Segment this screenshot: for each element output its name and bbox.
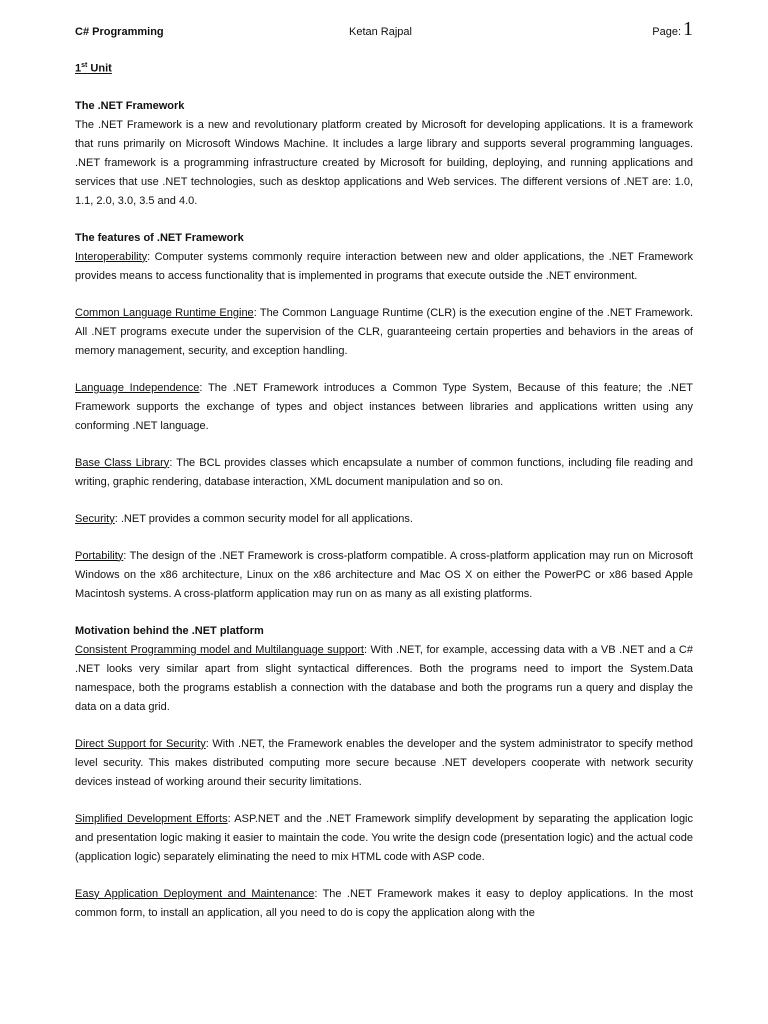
paragraph-portability (75, 547, 693, 604)
header-author: Ketan Rajpal (349, 26, 412, 38)
page-number: 1 (683, 18, 693, 40)
section-heading-net-framework: The .NET Framework (75, 99, 185, 112)
page-header (75, 18, 693, 44)
paragraph-simplified-development (75, 810, 693, 867)
unit-suffix: st (81, 62, 88, 69)
text-easy-deployment: : The .NET Framework makes it easy to deploy applications. In the most common form, to install an application, all you need to do is copy the application along with the (75, 887, 693, 919)
text-security: : .NET provides a common security model for all applications. (114, 512, 413, 525)
term-clr: Common Language Runtime Engine (75, 306, 254, 319)
paragraph-net-framework: The .NET Framework is a new and revolutionary platform created by Microsoft for developing applications. It is a framework that runs primarily on Microsoft Windows Machine. It includes a large library and supports several programming languages. .NET framework is a programming infrastructure created by Microsoft for building, deploying, and running applications and services that use .NET technologies, such as desktop applications and Web services. The different versions of .NET are: 1.0, 1.1, 2.0, 3.0, 3.5 and 4.0. (75, 118, 693, 207)
section-heading-features: The features of .NET Framework (75, 231, 244, 244)
term-security: Security (75, 512, 115, 525)
unit-heading (75, 56, 693, 79)
text-bcl: : The BCL provides classes which encapsulate a number of common functions, including file reading and writing, graphic rendering, database interaction, XML document manipulation and so on. (75, 456, 693, 488)
document-body (75, 56, 693, 941)
paragraph-interoperability (75, 248, 693, 286)
unit-label: Unit (90, 62, 112, 75)
text-simplified-development: : ASP.NET and the .NET Framework simplify development by separating the application logic and presentation logic making it easier to maintain the code. You write the design code (presentation logic) and the actual code (application logic) separately eliminating the need to mix HTML code with ASP code. (75, 812, 694, 863)
paragraph-bcl (75, 454, 693, 492)
unit-number: 1 (75, 62, 82, 75)
term-bcl: Base Class Library (75, 456, 170, 469)
header-course-title: C# Programming (75, 26, 164, 38)
paragraph-language-independence (75, 379, 693, 436)
term-language-independence: Language Independence (75, 381, 200, 394)
text-consistent-model: : With .NET, for example, accessing data with a VB .NET and a C# .NET looks very similar apart from slight syntactical differences. Both the programs need to import the System.Data namespace, both the programs establish a connection with the database and both the programs run a query and display the data on a data grid. (75, 643, 693, 713)
paragraph-direct-security (75, 735, 693, 792)
paragraph-easy-deployment (75, 885, 693, 923)
term-direct-security: Direct Support for Security (75, 737, 206, 750)
paragraph-consistent-model (75, 641, 693, 717)
text-portability: : The design of the .NET Framework is cross-platform compatible. A cross-platform application may run on Microsoft Windows on the x86 architecture, Linux on the x86 architecture and Mac OS X on either the PowerPC or x86 based Apple Macintosh systems. A cross-platform application may run on as many as all existing platforms. (75, 549, 693, 600)
paragraph-clr (75, 304, 693, 361)
term-portability: Portability (75, 549, 124, 562)
term-interoperability: Interoperability (75, 250, 148, 263)
text-direct-security: : With .NET, the Framework enables the developer and the system administrator to specify method level security. This makes distributed computing more secure because .NET developers cooperate with network security devices instead of working around their security limitations. (75, 737, 693, 788)
text-interoperability: : Computer systems commonly require interaction between new and older applications, the .NET Framework provides means to access functionality that is implemented in programs that execute outside the .NET environment. (75, 250, 693, 282)
text-clr: : The Common Language Runtime (CLR) is the execution engine of the .NET Framework. All .NET programs execute under the supervision of the CLR, guaranteeing certain properties and behaviors in the areas of memory management, security, and exception handling. (75, 306, 693, 357)
paragraph-security (75, 510, 693, 529)
term-easy-deployment: Easy Application Deployment and Maintenance (75, 887, 315, 900)
text-language-independence: : The .NET Framework introduces a Common Type System, Because of this feature; the .NET Framework supports the exchange of types and object instances between libraries and applications written using any conforming .NET language. (75, 381, 693, 432)
header-page-indicator (652, 18, 693, 41)
page-label: Page: (652, 26, 681, 38)
term-consistent-model: Consistent Programming model and Multilanguage support (75, 643, 364, 656)
section-heading-motivation: Motivation behind the .NET platform (75, 624, 264, 637)
term-simplified-development: Simplified Development Efforts (75, 812, 228, 825)
